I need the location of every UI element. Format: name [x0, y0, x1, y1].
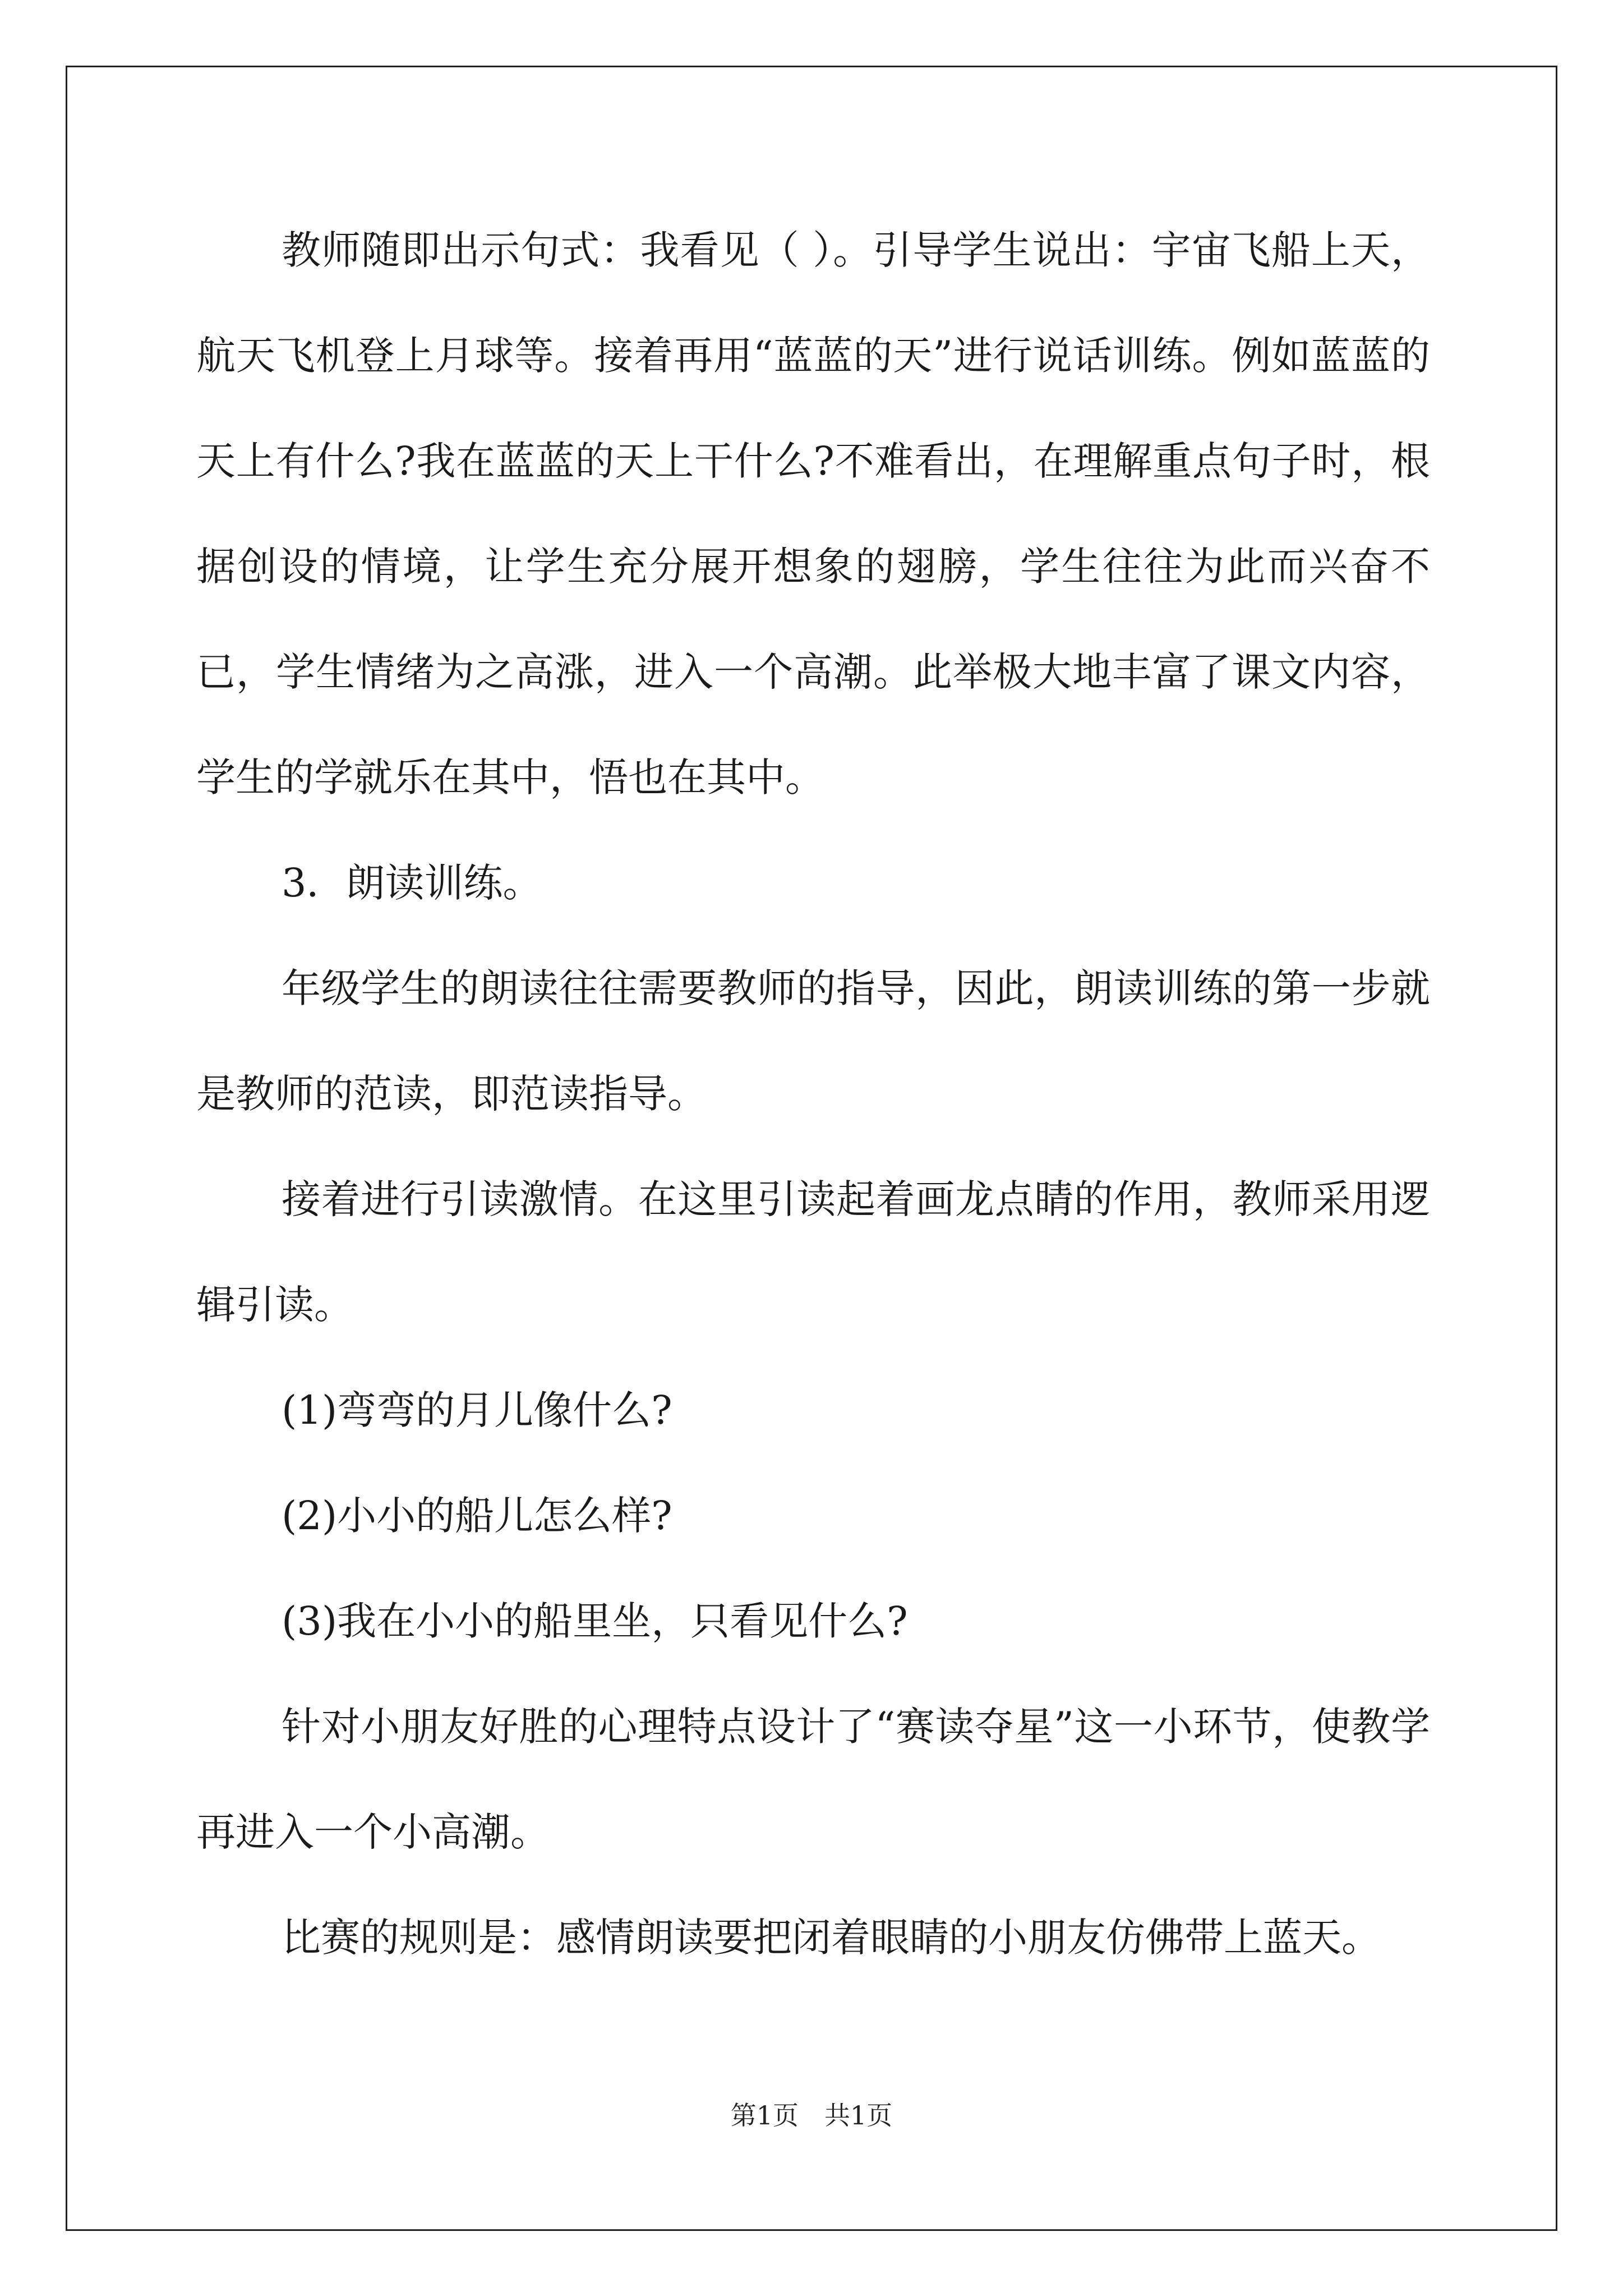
section-heading: 3．朗读训练。	[282, 860, 542, 906]
list-item: (2)小小的船儿怎么样?	[282, 1493, 672, 1539]
paragraph: 比赛的规则是：感情朗读要把闭着眼睛的小朋友仿佛带上蓝天。	[282, 1915, 1381, 1961]
paragraph: 针对小朋友好胜的心理特点设计了“赛读夺星”这一小环节，使教学再进入一个小高潮。	[196, 1704, 1430, 1855]
paragraph: 教师随即出示句式：我看见（ ）。引导学生说出：宇宙飞船上天，航天飞机登上月球等。接着再用“蓝蓝的天”进行说话训练。例如蓝蓝的天上有什么?我在蓝蓝的天上干什么?不难看出，在理解重点句子时，根据创设的情境，让学生充分展开想象的翅膀，学生往往为此而兴奋不已，学生情绪为之高涨，进入一个高潮。此举极大地丰富了课文内容，学生的学就乐在其中，悟也在其中。	[196, 227, 1430, 800]
page-footer: 第1页 共1页	[730, 2100, 893, 2131]
list-item: (3)我在小小的船里坐，只看见什么?	[282, 1598, 908, 1644]
paragraph: 接着进行引读激情。在这里引读起着画龙点睛的作用，教师采用逻辑引读。	[196, 1176, 1430, 1328]
paragraph: 年级学生的朗读往往需要教师的指导，因此，朗读训练的第一步就是教师的范读，即范读指导。	[196, 965, 1430, 1117]
list-item: (1)弯弯的月儿像什么?	[282, 1387, 672, 1433]
document-body	[196, 197, 1430, 1990]
